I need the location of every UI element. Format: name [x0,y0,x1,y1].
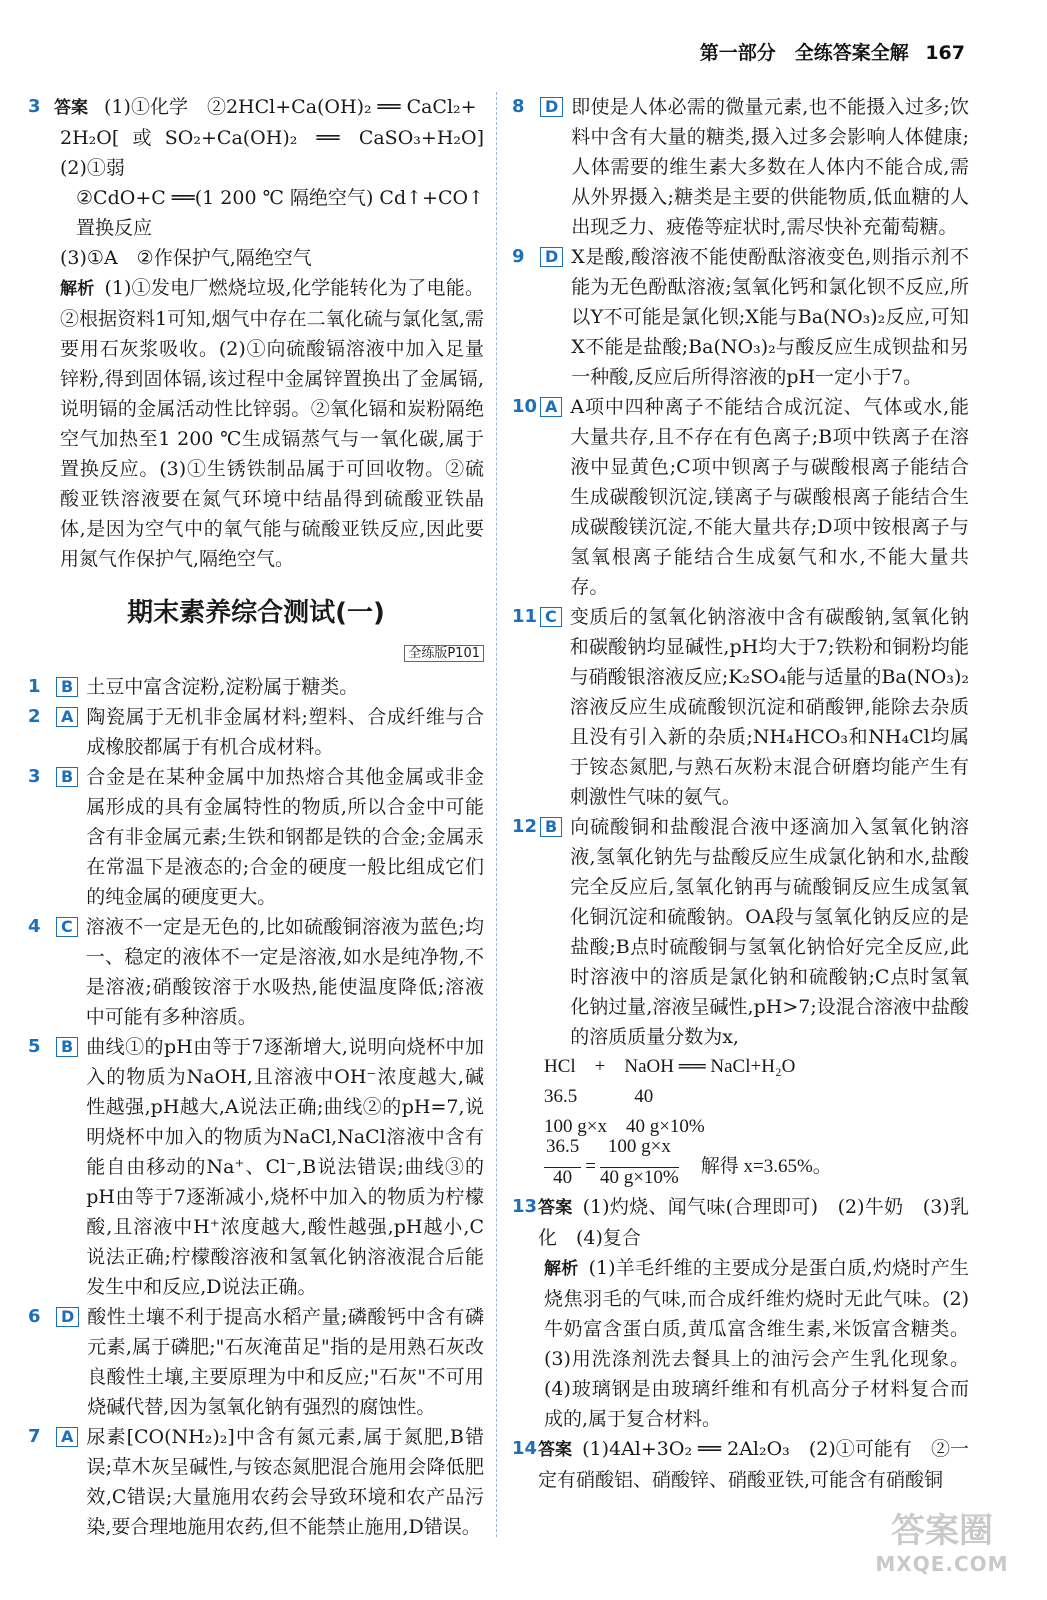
question-number: 10 [512,396,538,417]
calc-equation: HCl + NaOH ══ NaCl+H₂O [544,1056,796,1077]
question-number: 11 [512,606,538,627]
analysis-label: 解析 [60,279,95,299]
answer-line: (1)①化学 ②2HCl+Ca(OH)₂ ══ CaCl₂+ [104,96,477,118]
question-number: 4 [28,916,41,937]
analysis-text: (1)①发电厂燃烧垃圾,化学能转化为了电能。②根据资料1可知,烟气中存在二氧化硫与氯化氢,需要用石灰浆吸收。(2)①向硫酸镉溶液中加入足量锌粉,得到固体镉,该过程中金属锌置换出了金属镉,说明镉的金属活动性比锌弱。②氧化镉和炭粉隔绝空气加热至1 200 ℃生成镉蒸气与一氧化碳,属于置换反应。(3)①生锈铁制品属于可回收物。②硫酸亚铁溶液要在氮气环境中结晶得到硫酸亚铁晶体,是因为空气中的氧气能与硫酸亚铁反应,因此要用氮气作保护气,隔绝空气。 [60,277,484,570]
watermark-text: 答案圈 [891,1511,993,1551]
question-text: 曲线①的pH由等于7逐渐增大,说明向烧杯中加入的物质为NaOH,且溶液中OH⁻浓度越大,碱性越强,pH越大,A说法正确;曲线②的pH=7,说明烧杯中加入的物质为NaCl,NaCl溶液中含有能自由移动的Na⁺、Cl⁻,B说法错误;曲线③的pH由等于7逐渐减小,烧杯中加入的物质为柠檬酸,且溶液中H⁺浓度越大,酸性越强,pH越小,C说法正确;柠檬酸溶液和氢氧化钠溶液混合后能发生中和反应,D说法正确。 [86,1036,484,1298]
question-number: 1 [28,676,41,697]
question-item [28,672,484,702]
question-item [28,1302,484,1422]
answer-badge: A [56,1427,78,1447]
equals-sign: = [585,1156,596,1177]
question-item [512,392,969,602]
question-number: 3 [28,766,41,787]
answer-badge: D [56,1307,79,1327]
answer-text: (1)灼烧、闻气味(合理即可) (2)牛奶 (3)乳化 (4)复合 [538,1196,970,1249]
answer-badge: B [56,677,78,697]
question-number: 12 [512,816,538,837]
question-number: 14 [512,1438,538,1459]
calc-proportion [544,1135,969,1192]
question-text: 合金是在某种金属中加热熔合其他金属或非金属形成的具有金属特性的物质,所以合金中可能含有非金属元素;生铁和钢都是铁的合金;金属汞在常温下是液态的;合金的硬度一般比组成它们的纯金属的硬度更大。 [86,766,484,908]
question-number: 13 [512,1196,538,1217]
question-number: 3 [28,96,41,117]
answer-badge: A [56,707,78,727]
question-body [538,1192,969,1253]
analysis-label: 解析 [544,1259,579,1279]
question-number: 5 [28,1036,41,1057]
watermark-url: MXQE.COM [875,1552,1009,1576]
question-text: 土豆中富含淀粉,淀粉属于糖类。 [86,676,359,698]
question-text: 陶瓷属于无机非金属材料;塑料、合成纤维与合成橡胶都属于有机合成材料。 [86,706,484,758]
fraction-right [600,1137,679,1198]
question-body [538,1434,969,1495]
analysis [512,1253,969,1434]
page-header [700,38,965,65]
answer-badge: C [540,607,562,627]
question-number: 9 [512,246,525,267]
answer-badge: B [56,767,78,787]
question-number: 6 [28,1306,41,1327]
section-ref [28,636,484,666]
question-text: 尿素[CO(NH₂)₂]中含有氮元素,属于氮肥,B错误;草木灰呈碱性,与铵态氮肥混合施用会降低肥效,C错误;大量施用农药会导致环境和农产品污染,要合理地施用农药,但不能禁止施用,D错误。 [86,1426,484,1538]
question-item [28,702,484,762]
answer-line: (3)①A ②作保护气,隔绝空气 [60,247,312,269]
answer-badge: D [540,97,563,117]
answer-line: 2H₂O[或SO₂+Ca(OH)₂ ══ CaSO₃+H₂O] (2)①弱 [60,127,504,179]
fraction-numerator: 100 g×x [600,1137,679,1168]
question-text: 酸性土壤不利于提高水稻产量;磷酸钙中含有磷元素,属于磷肥;"石灰淹苗足"指的是用熟石灰改良酸性土壤,主要原理为中和反应;"石灰"不可用烧碱代替,因为氢氧化钠有强烈的腐蚀性。 [87,1306,484,1418]
question-number: 2 [28,706,41,727]
answer-badge: D [540,247,563,267]
answer-badge: C [56,917,78,937]
question-text: 向硫酸铜和盐酸混合液中逐滴加入氢氧化钠溶液,氢氧化钠先与盐酸反应生成氯化钠和水,盐酸完全反应后,氢氧化钠再与硫酸铜反应生成氢氧化铜沉淀和硫酸钠。OA段与氢氧化钠反应的是盐酸;B点时硫酸铜与氢氧化钠恰好完全反应,此时溶液中的溶质是氯化钠和硫酸钠;C点时氢氧化钠过量,溶液呈碱性,pH>7;设混合溶液中盐酸的溶质质量分数为x, [570,816,969,1048]
answer-label: 答案 [54,98,88,118]
question-number: 8 [512,96,525,117]
question-text: A项中四种离子不能结合成沉淀、气体或水,能大量共存,且不存在有色离子;B项中铁离子在溶液中显黄色;C项中钡离子与碳酸根离子能结合生成碳酸钡沉淀,镁离子与碳酸根离子能结合生成碳酸镁沉淀,不能大量共存;D项中铵根离子与氢氧根离子能结合生成氨气和水,不能大量共存。 [570,396,969,598]
column-divider [496,92,497,1537]
question-item [512,242,969,392]
answer-badge: B [56,1037,78,1057]
left-column [28,92,504,1542]
calc-given: 100 g×x 40 g×10% [544,1116,705,1137]
answer-label: 答案 [538,1198,573,1218]
page-number: 167 [925,42,965,64]
answer-badge: B [540,817,562,837]
question-item [28,762,484,912]
question-item [512,92,969,242]
question-item [512,812,969,1052]
calc-mass: 36.5 40 [544,1086,654,1107]
question-item [28,1032,484,1302]
question-item [28,1422,484,1542]
question-number: 7 [28,1426,41,1447]
question-13 [512,1192,969,1253]
answer-line: ②CdO+C ══(1 200 ℃ 隔绝空气) Cd↑+CO↑ 置换反应 [76,187,504,239]
fraction-numerator: 36.5 [544,1137,581,1168]
answer-label: 答案 [538,1440,573,1460]
fraction-left [544,1137,581,1198]
section-ref-box: 全练版P101 [404,645,484,662]
question-item [512,602,969,812]
analysis [28,273,484,574]
section-title: 期末素养综合测试(一) [127,598,385,628]
calc-solution: 解得 x=3.65%。 [700,1156,832,1177]
question-text: 即使是人体必需的微量元素,也不能摄入过多;饮料中含有大量的糖类,摄入过多会影响人体健康;人体需要的维生素大多数在人体内不能合成,需从外界摄入;糖类是主要的供能物质,低血糖的人出现乏力、疲倦等症状时,需尽快补充葡萄糖。 [571,96,969,238]
question-text: 变质后的氢氧化钠溶液中含有碳酸钠,氢氧化钠和碳酸钠均显碱性,pH均大于7;铁粉和铜粉均能与硝酸银溶液反应;K₂SO₄能与适量的Ba(NO₃)₂溶液反应生成硫酸钡沉淀和硝酸钾,能除去杂质且没有引入新的杂质;NH₄HCO₃和NH₄Cl均属于铵态氮肥,与熟石灰粉末混合研磨均能产生有刺激性气味的氨气。 [569,606,969,808]
right-column [512,92,969,1495]
answer-text: (1)4Al+3O₂ ══ 2Al₂O₃ (2)①可能有 ②一定有硝酸铝、硝酸锌、硝酸亚铁,可能含有硝酸铜 [538,1438,970,1491]
question-3 [28,92,484,123]
question-text: X是酸,酸溶液不能使酚酞溶液变色,则指示剂不能为无色酚酞溶液;氢氧化钙和氯化钡不反应,所以Y不可能是氯化钡;X能与Ba(NO₃)₂反应,可知X不能是盐酸;Ba(NO₃)₂与酸反应生成钡盐和另一种酸,反应后所得溶液的pH一定小于7。 [571,246,969,388]
header-section: 第一部分 全练答案全解 [699,42,909,64]
answer-badge: A [540,397,562,417]
calculation [512,1052,969,1192]
fraction-denominator: 40 [553,1166,573,1188]
question-text: 溶液不一定是无色的,比如硫酸铜溶液为蓝色;均一、稳定的液体不一定是溶液,如水是纯净物,不是溶液;硝酸铵溶于水吸热,能使温度降低;溶液中可能有多种溶质。 [85,916,484,1028]
question-body [54,92,484,123]
question-14 [512,1434,969,1495]
watermark-logo [867,1510,1017,1590]
fraction-denominator: 40 g×10% [599,1166,679,1188]
analysis-text: (1)羊毛纤维的主要成分是蛋白质,灼烧时产生烧焦羽毛的气味,而合成纤维灼烧时无此气味。(2)牛奶富含蛋白质,黄瓜富含维生素,米饭富含糖类。(3)用洗涤剂洗去餐具上的油污会产生乳化现象。(4)玻璃钢是由玻璃纤维和有机高分子材料复合而成的,属于复合材料。 [544,1257,969,1430]
question-item [28,912,484,1032]
